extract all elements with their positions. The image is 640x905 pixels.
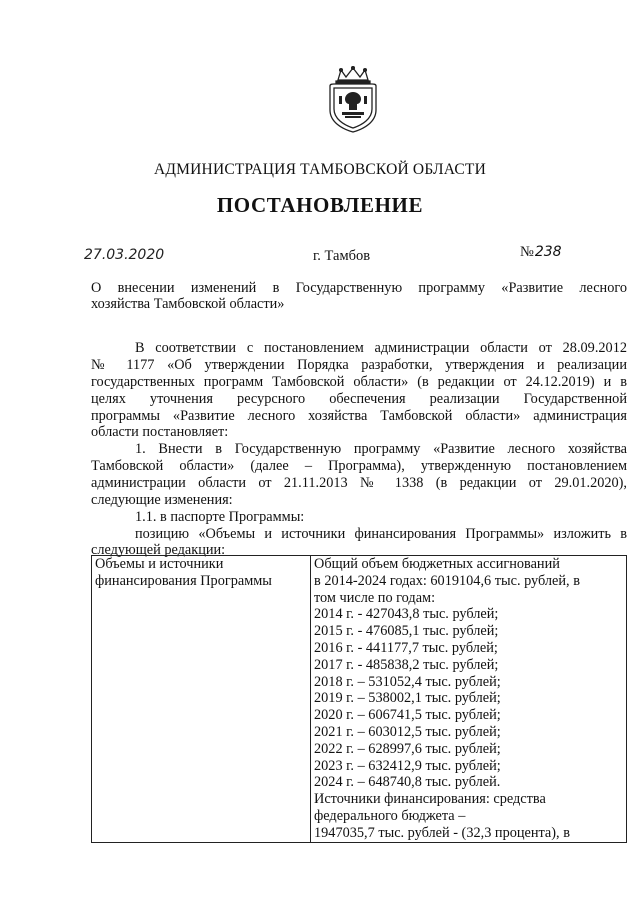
table-cell-value (311, 556, 627, 843)
value-line-13: 2023 г. – 632412,9 тыс. рублей; (314, 757, 501, 774)
handwritten-date: 27.03.2020 (84, 247, 165, 263)
subject-line-1: О внесении изменений в Государственную программу «Развитие лесного (91, 280, 627, 296)
body-line-13: следующей редакции: (91, 542, 226, 558)
handwritten-number: 238 (534, 244, 562, 260)
city-label: г. Тамбов (313, 248, 371, 264)
body-line-12: позицию «Объемы и источники финансирования Программы» изложить в (135, 526, 627, 542)
label-line-2: финансирования Программы (95, 572, 272, 589)
body-line-2: № 1177 «Об утверждении Порядка разработки, утверждения и реализации (91, 357, 627, 373)
body-line-5: программы «Развитие лесного хозяйства Тамбовской области» администрация (91, 408, 627, 424)
value-line-16: федерального бюджета – (314, 807, 466, 824)
value-line-3: том числе по годам: (314, 589, 436, 606)
coat-of-arms-emblem (328, 66, 378, 134)
document-type-title: ПОСТАНОВЛЕНИЕ (216, 193, 424, 217)
body-line-7: 1. Внести в Государственную программу «Развитие лесного хозяйства (135, 441, 627, 457)
value-line-9: 2019 г. – 538002,1 тыс. рублей; (314, 690, 501, 707)
body-line-1: В соответствии с постановлением администрации области от 28.09.2012 (135, 340, 627, 356)
value-line-14: 2024 г. – 648740,8 тыс. рублей. (314, 774, 501, 791)
organization-heading: АДМИНИСТРАЦИЯ ТАМБОВСКОЙ ОБЛАСТИ (154, 161, 486, 178)
value-line-15: Источники финансирования: средства (314, 791, 546, 808)
value-line-4: 2014 г. - 427043,8 тыс. рублей; (314, 606, 499, 623)
number-sign: № (520, 244, 534, 260)
value-line-7: 2017 г. - 485838,2 тыс. рублей; (314, 656, 499, 673)
body-line-10: следующие изменения: (91, 492, 233, 508)
value-line-11: 2021 г. – 603012,5 тыс. рублей; (314, 723, 501, 740)
subject-line-2: хозяйства Тамбовской области» (91, 296, 285, 312)
document-number (520, 244, 562, 261)
body-line-4: целях уточнения ресурсного обеспечения реализации Государственной (91, 391, 627, 407)
label-line-1: Объемы и источники (95, 556, 224, 572)
passport-table (91, 555, 627, 843)
value-line-5: 2015 г. - 476085,1 тыс. рублей; (314, 623, 499, 640)
body-line-3: государственных программ Тамбовской области» (в редакции от 24.12.2019) и в (91, 374, 627, 390)
body-line-11: 1.1. в паспорте Программы: (135, 509, 305, 525)
table-cell-label (92, 556, 311, 843)
table-row (92, 556, 627, 843)
value-line-17: 1947035,7 тыс. рублей - (32,3 процента), в (314, 824, 570, 841)
value-line-6: 2016 г. - 441177,7 тыс. рублей; (314, 639, 498, 656)
value-line-2: в 2014-2024 годах: 6019104,6 тыс. рублей, в (314, 572, 580, 589)
body-line-9: администрации области от 21.11.2013 № 1338 (в редакции от 29.01.2020), (91, 475, 627, 491)
value-line-8: 2018 г. – 531052,4 тыс. рублей; (314, 673, 501, 690)
value-line-10: 2020 г. – 606741,5 тыс. рублей; (314, 707, 501, 724)
value-line-1: Общий объем бюджетных ассигнований (314, 556, 560, 572)
body-line-8: Тамбовской области» (далее – Программа), утвержденную постановлением (91, 458, 627, 474)
value-line-12: 2022 г. – 628997,6 тыс. рублей; (314, 740, 501, 757)
body-line-6: области постановляет: (91, 424, 229, 440)
